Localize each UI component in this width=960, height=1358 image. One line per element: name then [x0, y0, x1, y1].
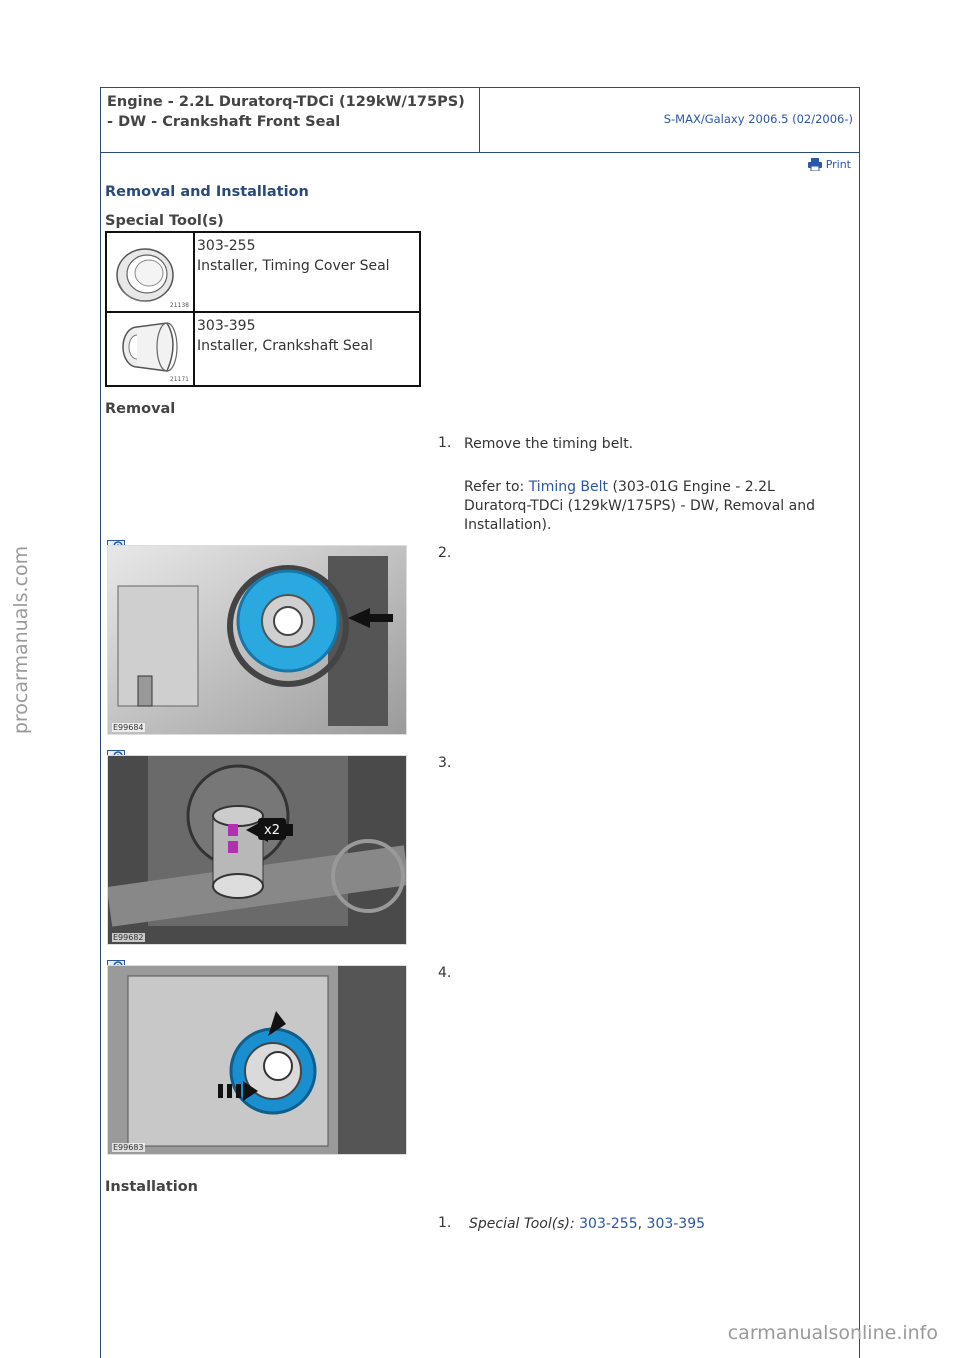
- special-tools-heading: Special Tool(s): [105, 213, 224, 229]
- model-label: S-MAX/Galaxy 2006.5 (02/2006-): [663, 112, 853, 126]
- header-divider: [479, 88, 480, 152]
- step-number: 3.: [438, 755, 452, 771]
- tool-name: Installer, Timing Cover Seal: [197, 258, 390, 274]
- crankshaft-sprocket: [238, 571, 338, 671]
- step-text: [469, 1215, 705, 1234]
- tool-number: 303-395: [197, 318, 256, 334]
- callout-label: x2: [264, 823, 280, 838]
- printer-icon: [808, 158, 822, 171]
- tool-name: Installer, Crankshaft Seal: [197, 338, 373, 354]
- step-reference: [464, 478, 844, 535]
- special-tools-label: Special Tool(s):: [469, 1216, 575, 1232]
- step-number: 4.: [438, 965, 452, 981]
- removal-heading: Removal: [105, 401, 176, 417]
- step-number: 1.: [438, 1215, 452, 1231]
- refer-rest: (303-01G Engine - 2.2L Duratorq-TDCi (129kW/175PS) - DW, Removal and Installation).: [464, 479, 815, 533]
- section-title: Removal and Installation: [105, 184, 309, 200]
- step-text: Remove the timing belt.: [464, 436, 634, 452]
- tool-image-303-255: [107, 233, 195, 311]
- watermark-procarmanuals: procarmanuals.com: [10, 545, 32, 735]
- step-2-image: [107, 545, 407, 735]
- document-frame: [100, 87, 860, 1358]
- image-caption: E99684: [113, 723, 144, 732]
- step-number: 2.: [438, 545, 452, 561]
- watermark-carmanualsonline: carmanualsonline.info: [727, 1322, 938, 1344]
- tool-image-tag: 21171: [169, 376, 189, 383]
- tool-row: [107, 313, 419, 385]
- step-number: 1.: [438, 435, 452, 451]
- installation-heading: Installation: [105, 1179, 198, 1195]
- tool-link-303-395[interactable]: 303-395: [646, 1216, 706, 1232]
- tool-link-303-255[interactable]: 303-255: [579, 1216, 638, 1232]
- step-4-image: [107, 965, 407, 1155]
- image-caption: E99683: [113, 1143, 144, 1152]
- tool-number: 303-255: [197, 238, 256, 254]
- special-tools-table: [105, 231, 421, 387]
- tool-image-tag: 21138: [169, 302, 189, 309]
- tool-row: [107, 233, 419, 313]
- print-label: Print: [825, 158, 851, 171]
- image-caption: E99682: [113, 933, 144, 942]
- tool-separator: ,: [637, 1216, 643, 1232]
- print-button[interactable]: [808, 158, 851, 171]
- header: [101, 88, 859, 153]
- timing-belt-link[interactable]: Timing Belt: [528, 479, 609, 495]
- page-title: Engine - 2.2L Duratorq-TDCi (129kW/175PS) - DW - Crankshaft Front Seal: [107, 94, 465, 130]
- tool-image-303-395: [107, 313, 195, 385]
- refer-prefix: Refer to:: [464, 479, 525, 495]
- step-3-image: [107, 755, 407, 945]
